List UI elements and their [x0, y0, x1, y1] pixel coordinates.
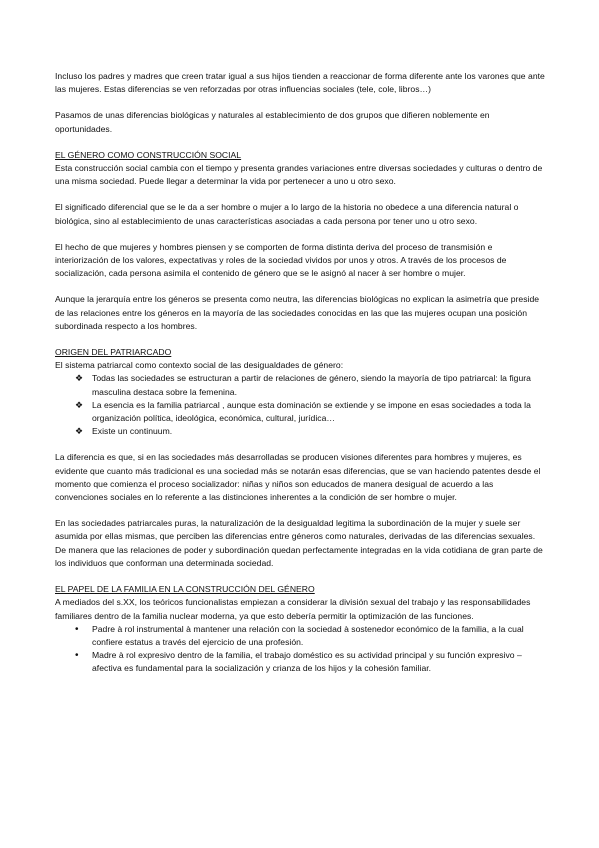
section-intro: A mediados del s.XX, los teóricos funcionalistas empiezan a considerar la división sexual del trabajo y las responsabilidades familiares dentro de la familia nuclear moderna, ya que esto debería permitir la optimización de las funciones.	[55, 597, 531, 621]
intro-paragraph-2: Pasamos de unas diferencias biológicas y naturales al establecimiento de dos grupos que difieren noblemente en oportunidades.	[55, 110, 490, 134]
section-family-role	[55, 583, 545, 675]
list-item	[55, 623, 545, 649]
document-page	[55, 70, 545, 689]
list-item-text: Existe un continuum.	[92, 426, 173, 437]
section-patriarchy-origin	[55, 346, 545, 570]
intro-paragraph-1: Incluso los padres y madres que creen tratar igual a sus hijos tienden a reaccionar de forma diferente ante los varones que ante las mujeres. Estas diferencias se ven reforzadas por otras influencias sociales (tele, cole, libros…)	[55, 71, 545, 95]
list-item	[55, 399, 545, 425]
section-paragraph: Aunque la jerarquía entre los géneros se presenta como neutra, las diferencias biológicas no explican la asimetría que preside de las relaciones entre los géneros en la mayoría de las sociedades conocidas en las que las mujeres ocupan una posición subordinada respecto a los hombres.	[55, 294, 540, 331]
list-item-text: Todas las sociedades se estructuran a partir de relaciones de género, siendo la mayoría de tipo patriarcal: la figura masculina destaca sobre la femenina.	[92, 373, 531, 397]
section-heading: ORIGEN DEL PATRIARCADO	[55, 347, 172, 358]
diamond-list	[55, 372, 545, 438]
list-item	[55, 649, 545, 675]
list-item-text: La esencia es la familia patriarcal , aunque esta dominación se extiende y se impone en esas sociedades a toda la organización política, ideológica, económica, cultural, jurídica…	[92, 399, 531, 424]
section-paragraph: El significado diferencial que se le da a ser hombre o mujer a lo largo de la historia no obedece a una diferencia natural o biológica, sino al establecimiento de unas características asociadas a cada persona por tener uno u otro sexo.	[55, 202, 519, 226]
section-paragraph: El hecho de que mujeres y hombres piensen y se comporten de forma distinta deriva del proceso de transmisión e interiorización de los valores, expectativas y roles de la sociedad vividos por unos y otros. A través de los procesos de socialización, cada persona asimila el contenido de género que se le asignó al nacer à ser hombre o mujer.	[55, 241, 507, 279]
section-paragraph: Esta construcción social cambia con el tiempo y presenta grandes variaciones entre diversas sociedades y culturas o dentro de una misma sociedad. Puede llegar a determinar la vida por pertenecer a uno u otro sexo.	[55, 163, 543, 187]
diamond-bullet-icon: ❖	[75, 426, 84, 437]
section-paragraph: La diferencia es que, si en las sociedades más desarrolladas se producen visiones diferentes para hombres y mujeres, es evidente que cuanto más tradicional es una sociedad más se notarán esas diferencias, que se van haciendo patentes desde el momento que comienza el proceso socializador: niñas y niños son educados de manera desigual de acuerdo a las convenciones sociales en lo referente a las distinciones inherentes a la condición de ser hombre o mujer.	[55, 452, 541, 503]
section-heading: EL GÉNERO COMO CONSTRUCCIÓN SOCIAL	[55, 149, 242, 160]
section-heading: EL PAPEL DE LA FAMILIA EN LA CONSTRUCCIÓN DEL GÉNERO	[55, 584, 315, 595]
diamond-bullet-icon: ❖	[75, 399, 84, 410]
list-item	[55, 425, 545, 438]
section-intro: El sistema patriarcal como contexto social de las desigualdades de género:	[55, 360, 344, 371]
section-gender-social-construction	[55, 149, 545, 333]
list-item	[55, 372, 545, 398]
bullet-list	[55, 623, 545, 676]
diamond-bullet-icon: ❖	[75, 373, 84, 384]
list-item-text: Madre à rol expresivo dentro de la familia, el trabajo doméstico es su actividad principal y su función expresivo – afectiva es fundamental para la socialización y crianza de los hijos y la cohesión familiar.	[92, 650, 522, 674]
bullet-icon: •	[75, 623, 79, 635]
list-item-text: Padre à rol instrumental à mantener una relación con la sociedad à sostenedor económico de la familia, a la cual confiere estatus a través del ejercicio de una profesión.	[92, 623, 524, 647]
section-paragraph: En las sociedades patriarcales puras, la naturalización de la desigualdad legitima la subordinación de la mujer y suele ser asumida por ellas mismas, que perciben las diferencias entre géneros como naturales, derivadas de las diferencias sexuales. De manera que las relaciones de poder y subordinación quedan perfectamente integradas en la vida cotidiana de gran parte de los individuos que conforman una determinada sociedad.	[55, 518, 543, 568]
bullet-icon: •	[75, 650, 79, 662]
